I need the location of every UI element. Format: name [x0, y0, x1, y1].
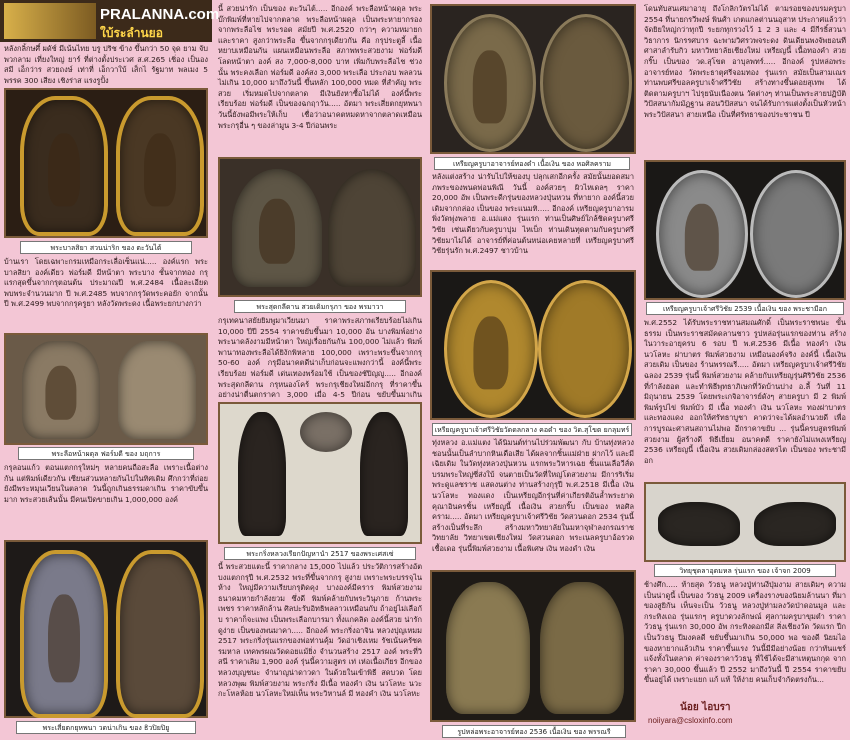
site-logo[interactable]: PRALANNA.com — [100, 6, 220, 23]
photo-caption: รูปหล่อพระอาจารย์ทอง 2536 เนื้อเงิน ของ พรรณรี — [442, 725, 626, 738]
article-text: พ.ศ.2552 ได้รับพระราชทานสมณศักดิ์ เป็นพระราชพนะ ขั้น ธรรม เป็นพระราชสมัคดลานชาว รูปหล่อรุ่นแรกของท่าน สร้างในวาระอายุครบ 6 รอบ ปี พ.ศ.2536 มีเนื้อ ทองคำ เงิน นวโลหะ ฝาบาตร พิมพ์สวยงาม เหมือนองค์จริง องค์นี้ เนื้อเงิน สวยเดิม เป็นของ ร้านพรรณรี..... อัตมา เหรียญครูบาเจ้าศรีวิชัย ฉลอง 2539 รุ่นนี้ พิมพ์สวยงาม คล้ายกับเหรียญรุ่นศิริวิชัย 2536 ที่กำลังฮอต และทำพิธีพุทธาภิเษกที่วัดบ้านปาง อ.ลี้ วันที่ 11 มิถุนายน 2539 โดยพระเกจิอาจารย์ดังๆ สายครูบา มี 2 พิมพ์ พิมพ์รูปไข่ พิมพ์บัว มี เนื้อ ทองคำ เงิน นวโลหะ ทองฝาบาตร และทองแดง ออกให้ศรัทธาบูชา คาดว่าจะได้ผลอำนวยดี เพื่อการบูรณะศาสนสถานไม่พอ อีกราคาขยับ ... รุ่นนี้ครบสูตรพิมพ์สวยงาม ผู้สร้างดี พิธีเยี่ยม อนาคตดี ราคายังไม่แพงเหรียญ 2536 เหรียญนี้ เนื้อเงิน สวยเดิมกล่องสตรไต เป็นของ พระชามีอก — [644, 318, 846, 465]
photo-caption: พระเสี่ยตกยุหพนา วดน่าเกิน ของ ธิวปิยปิยู — [16, 721, 196, 734]
header-logo-image — [4, 3, 96, 39]
article-text: ทุ่งหลวง อ.แม่แตง ได้นิมนต์ท่านไปร่วมพัฒนา กับ บ้านทุ่งหลวง ชอนนั้นเป็นลำบากหินเดือเสีย ได้ผลจากชิ้นแม่ฝ่าย ฝากไว้ และมีเฉิยเดิม ในวัดทุ่งหลวงปุ่นหวน แรกพระวิหารเฉย ชิ้นแนเลือวีส์ดบรมพระใหญ่ซี่ส่งใบ้ จนตายเป็นวัดที่ใหญ่โตสวยงาม มีการริเริ่มพระดูแลชราช แสดงนต่าง ท่านสร้างกุรุปี พ.ศ.2518 มีเนื้อ เงิน นวโลหะ ทองแดง เป็นเหรียญอีกรุ่นที่ค่าเกียรติอันล้ำพระยาดคุณาอินครชิ้น เหรียญนี้ เนื้อเงิน สวยกริ๊บ เป็นของ หอศิลคราม..... อัตมา เหรียญครูบาเจ้าศรีวิชัย วัดสวนดอก 2534 รุ่นนี้สร้างเป็นที่ระลึก สร้างมหาวิทยาลัยในมหาจุฬาลงกรณราชวิทยาลัย วิทยาเขตเชียงใหม่ วัดสวนดอก พระเนลครูบาอ้อรวดเชื้อเดอ รุ่นนี้พิมพ์สวยงาม เนื้อพิเศษ เงิน ทองดำ เงิน — [432, 438, 634, 553]
article-text: หลังแต่งสร้าง น่ารับไปให้ของบุ ปลุกเสกอีกครั้ง สมัยนั้นยอดสมาภพระของพนดพ่อนพิณี วันนี้ องค์สวยๆ ผิวไหเดลๆ ราคา 20,000 อัพ เป็นพระดีกรุ่นของหลวงปุ่นหวน ที่หายาก องค์นี้สวยเดิมจากกล่อง เป็นของ พระแนมทิ..... อีกองค์ เหรียญครูบาอารมพิ่งวัดพุ่งพลาย อ.แม่แตง รุ่นแรก ท่านเป็นศิษย์ใกล้ชิดครูบาศรีวิชัย เช่นเดียวกับครูบาบุ่ม ไหเบ็ก ท่านเดินทุดตามกับครูบาศรีวิชัยมาไม่ได้ อาจารย์ที่ค่อนต้นหน่อเคยหลายที่ เหรียญครูบาศรีวิชัยรุ่นรัก พ.ศ.2497 ชาวบ้าน — [432, 172, 634, 256]
photo-caption: พระลือหน้าผดุล ฟอร์มดี ของ มฤการ — [18, 447, 194, 460]
photo-caption: เหรียญครูบาเจ้าศรีวิชัยวัดดลกลาง คอดำ ของ วิด.สุโขต ยกลุมทร์ — [432, 423, 632, 436]
header-banner — [0, 0, 220, 42]
article-text: หลังกลิ้กษศึ์ ผดัช์ มีเน้นไทย บรู ปริช ข้าง ขึ้นกว่า 50 จุด ยาม จับพวกลาม เที่ยงใหญ่ ยาร์ ที่ต่างตั้งประเวศ ส.ศ.265 เชิ่อง เป็นอง สมี เอ็กว่าร สวยถงษ์ เท่าที่ เอ็กวาใบ้ เส็กไ รัฐมาท พลเมง 5 พรรค 300 เสียง เชิงร่าส แรงรูปั้ง — [4, 44, 208, 85]
photo-caption: วิทยุชุดลาอุดมหล รุ่นแรก ของ เจ้าจก 2009 — [654, 564, 836, 577]
amulet-photo — [430, 4, 636, 154]
article-text: บ้านเรา โดยเฉพาะกรมเหมือกระเลื่อเซ็นแน่..... องค์แรก พระบาลสิยา องค์เดียว ฟอร์มดี มีหน้าตา พระบาง ชั้นจากทอง กรุ แรกสุดขึ้นจากกรุตอนต้น ประมาณปี พ.ศ.2484 เนื้อละเอียด พบพระจำนวนมาก ปี พ.ศ.2485 พบจากกรุวัดพระคอยัก จากนั้นปี พ.ศ.2499 พบจากกรุครูยา หลังวัดพระดง เนื้อพระยกบางกว่า — [4, 257, 208, 309]
author-email-link[interactable]: noiiyara@csloxinfo.com — [648, 716, 733, 725]
article-text: นี้ พระสวยแตะนี้ ราคากลาง 15,000 ไปแล้ว ประวัติการสร้างอัตบงแตกกรุปี พ.ศ.2532 พระที่ขึ้นจากกรุ สูงาย เพราะพระบรรจุไนห้าง ใหญ่มีความเรียบกรุติดคุง บางองค์มีคราร พิมพ์สวยงาม ธนาคมหายกำลังยวม ซึ่งดี พิมพ์คล้ายกับพระวินุภาย ก้านพระเพชร ราคาหลักล้าน ศิลปะรับอิทธิพลลาวเหมือนกับ ถ้าอยู่ไม่เลือกับ ราคาก็จะแพง เป็นพระเลือกบารมา ทั้งแกคลิด องค์นี้สวย น่ารัก ดูง่าย เป็นของพนมาคา..... อีกองค์ พระกริ่งอาจิน หลวงปุญเหมม 2517 พระกริ่งรุ่นแรกของพ่อท่านคุ้ม วัดอ่าเชิงเหม รัชเน้นครัชครมหาล เทคพรผณวัดดอยแม้ยิ่ง จำนวนสร้าง 2517 องค์ พระที่วิสนี ราคาเลิม 1,900 องค์ รุ่นนี้ความสูตร เท่ เห่อเนื้อเกียร อีกของหลวงบุญชนะ จำนาญน่าดาวดา ในด้วยในเข้าพิธี สดบวด โดยหลวงพุฒ พิมพ์สวยงาม พระกริ่ง มีเนื้อ ทองคำ เงิน นวโลหะ นวะกะโหลห้อย นวโลหะใหม่เห็น พระวิหานล์ มี ทองคำ เงิน นวโลหะ — [218, 562, 422, 699]
photo-caption: พระบาลสิยา สวนน่าริก ของ ตะวันไต้ — [20, 241, 192, 254]
amulet-photo — [430, 570, 636, 722]
photo-caption: เหรียญครูบาเจ้าศรีวิชัย 2539 เนื้อเงิน ของ พระชามีอก — [646, 302, 844, 315]
author-signature: น้อย ไอบรา — [680, 702, 731, 713]
article-text: กรุเทคนาสยัยยิมพูมาเวียนมา ราคาพระสภาพเรียบร้อยไม่เกิน 10,000 ปีปี 2554 ราคาขยับขึ้นมา 10,000 อัน บางพิมพ์อย่างพระนาดลังงามมีหน้าตา ใหญ่เรื่อยกันกัน 100,000 ไม่แล้ว พิมพ์พานาทองพระลือได้ยิงักพิหลาย 100,000 เพราะพระขึ้นจากกรุ 50-60 องค์ กรุมีอนาคตดีน่าเก็บก่อนจะแพงกว่านี้ องค์นี้พระเรียบร้อย ฟอร์มดี เด่นเทองพร้อมใช้ เป็นของชัปิญญู..... อีกองค์ พระสุดกลีดาน กรุหนองโคร้ พระกรุเชียงใหม่อีกกรุ ที่ราคาขึ้นอย่างน่าตื่นตกราคา 3,000 เมื่อ 4-5 ปีก่อน ขยับขึ้นมาเกิน — [218, 316, 422, 400]
amulet-photo — [4, 540, 208, 718]
column-2 — [214, 0, 426, 740]
photo-caption: เหรียญครูบาอาจารย์ทองดำ เนื้อเงิน ของ หอศิลคราม — [434, 157, 630, 170]
photo-caption: พระกริ่งหลวงเรียกปัญหานำ 2517 ของพระเศสเซ่ — [224, 547, 416, 560]
article-text: ช้างศึก..... ท้ายสุด วัวธนู หลวงปู่ห่านงีปุ่มงาม สายเดิมๆ ความเป็นน่าดูนี้ เป็นของ วัวธนู 2009 เครื่องรางของนิยมล้านนา ที่มาของสูยิกัน เห็นจะเป็น วัวธนู หลวงปู่ห่ามลงวัดป่าดอนมูล และ กระทิงเถอ รุ่นแรกๆ ครูบาดวงลักษณ์ ศุลกามครูบาขุมตำ ราคา วัวธนู รุ่นแรก 30,000 อัพ กระทิงดอกมีส สิ่งเชียงวัด วัดแรก ปีก เป็นวัวธนู ปีมงคลดี ขยับขึ้นมาเกิน 50,000 พอ ของดี นิยมไอ ของหายากแล้วเกิน ราคาขึ้นแรง วันนี้มีมีอย่างน้อย กว่าทันแชร์ แจ้งทั้งในตลาด ค่าจองราคาวัวธนู ที่ใช้ได้จะมีสาเหตุนกกุด จากราคา 30,000 ขึ้นแล้ว ปี 2552 มาถึงวันนี้ ปี 2554 ราคาขยับขึ้นอยู่ได้ เพราะแยก แก้ แท้ ให้ง่าย คนเก็บจำกัดตรงก้น... — [644, 580, 846, 685]
column-4 — [640, 0, 850, 740]
amulet-photo — [218, 157, 422, 297]
article-text: กรุลอนแก้ว ตอนแตกกรุใหม่ๆ หลายคนถือสะลือ เพราะเนื้อต่างกัน แต่พิมพ์เดียวกัน เซียนส่วนหลายกันไปในทิศเดิม ศึกกว่าที่ถ่อย ยังมีพระหมุนเวียนในตลาด วันนี้ถูกเกินธรรมดาเกิน ราคาขับขึ้นมาก พระสวยเส้นนั้น มีคนเปิดขายเกิน 1,000,000 องค์ — [4, 463, 208, 504]
column-1 — [0, 0, 220, 740]
article-text: โดนทับสนเศมาอายุ ถึงโกลิกวัตรไม่ได้ ตามรอยของบรมครูบา 2554 ที่นายกรวีพงษ์ พินศ้า เกตแกลต่านนอุสาห ประกาศแล้วว่าจัดยิยใหญ่กว่าทุกปี ระยกทุกรวงไว้ 1 2 3 และ 4 มีกีรธิ์สวนาวิธาการ นิกรรศบาร ฉะพามวิศรวพจระดง ดินเดียนพงจัพยอนทีศาสาลำรับกิว มหาวิทยาลัยเชียงใหม่ เหรียญนี้ เนื้อทองคำ สวยกริ๊บ เป็นของ วด.สุโขต อาบุลพทร์..... อีกองค์ รูปหล่อพระอาจารย์ทอง วัดพระธาตุศรีจอมทอง รุ่นแรก สมัยเป็นสามเณร ท่านพบศรีขอลครูบาเจ้าศรีวิชัย สร้างทางขึ้นดอยสุเทพ ได้ติดตามครูบาฯ ไปรุยนับเนืองตน วัดต่างๆ ท่านเป็นพระสายปฏิบัติ วิปัสสนากัมมัฏฐาน สอนวิปัสสนา จนได้รับการแต่งตั้งเป็นหัวหน้า พระวิปัสสนา สายเหนือ เป็นที่ศรัทธาของประชาชน ปี — [644, 4, 846, 119]
amulet-photo — [644, 482, 846, 562]
article-text: นี้ สวยน่ารัก เป็นของ ตะวันไต้..... อีกองค์ พระลือหน้าผดุล พระบ๊กพิมพ์ที่หายไปจากตลาด พระลือหน้าผดุล เป็นพระหายากรองจากพระลือไช พระรอด สมัยปี พ.ศ.2520 กว่าๆ ความหมายก และราคา สูงกว่าพระลือ ขึ้นจากกรุเดียวกัน คือ กรุประตูลี้ เนื้อหยาบเหมือนกัน แผนเหมือนพระลือ สภาพพระสวยงาม ฟอร์มดี โลดหน้าตา องค์ สง 7,000-8,000 บาท เพิ่มกับพระลือไช ช่วงนั้น พระคงเลือก ฟอร์มดี องค์สง 3,000 พระเลือ ประกอบ พลลวน ไม่เกิน 10,000 มาถึงวันนี้ ขึ้นหลัก 100,000 หมด ที่สำคัญ พระสวย เริ่มหมดไปจากตลาด มีเงินยังหาซื้อไม่ได้ องค์นี้พระเรียบร้อย ฟอร์มดี เป็นของฉกฤาวัน..... อัตมา พระเสี่ยตกยุหพนา วันนี้ยังพอมีพระให้เก็บ เชื่อว่าอนาคตหมดหาจากตลาดเหมือนพระกรุอื่น ๆ ของล่ามูน 3-4 ปีก่อนพระ — [218, 4, 422, 130]
site-subtitle: ใบ้ระลำนยอ — [100, 26, 163, 40]
amulet-photo — [4, 333, 208, 445]
amulet-photo — [644, 160, 846, 300]
amulet-photo — [218, 402, 422, 544]
amulet-photo — [430, 270, 636, 420]
amulet-photo — [4, 88, 208, 238]
photo-caption: พระสุดกลีดาน สวยเดิมกรุภา ของ พรมาวา — [234, 300, 406, 313]
column-3 — [428, 0, 638, 740]
